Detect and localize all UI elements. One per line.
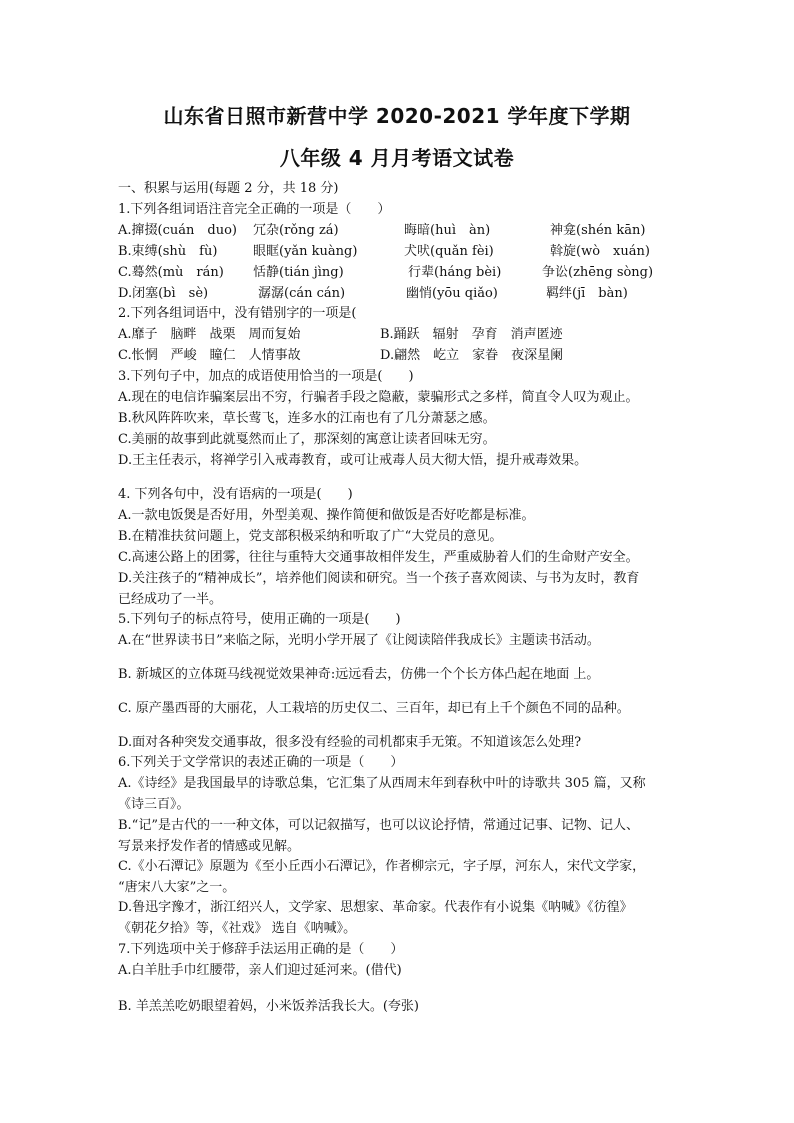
q5-option-d: D.面对各种突发交通事故，很多没有经验的司机都束手无策。不知道该怎么处理? <box>118 735 582 750</box>
q1-a-col3: 晦暗(huì àn) <box>404 223 491 238</box>
q1-c-col2: 恬静(tián jìng) <box>253 265 344 280</box>
q4-option-c: C.高速公路上的团雾，往往与重特大交通事故相伴发生，严重威胁着人们的生命财产安全。 <box>118 550 639 565</box>
question-2-stem: 2.下列各组词语中，没有错别字的一项是( <box>118 306 357 321</box>
section-heading: 一、积累与运用(每题 2 分，共 18 分) <box>118 181 339 196</box>
q7-option-a: A.白羊肚手巾红腰带，亲人们迎过延河来。(借代) <box>118 963 402 978</box>
question-2-row-1 <box>118 326 678 344</box>
question-1-row-b <box>118 243 678 261</box>
q2-option-c: C.怅惘 严峻 瞳仁 人情事故 <box>118 348 301 363</box>
q1-d-col3: 幽悄(yōu qiǎo) <box>406 286 498 301</box>
q3-option-d: D.王主任表示，将禅学引入戒毒教育，或可让戒毒人员大彻大悟，提升戒毒效果。 <box>118 453 588 468</box>
q1-b-col4: 斡旋(wò xuán) <box>550 244 650 259</box>
q1-a-col2: 冗杂(rǒng zá) <box>253 223 339 238</box>
q1-b-col3: 犬吠(quǎn fèi) <box>404 244 494 259</box>
q1-d-col2: 潺潺(cán cán) <box>258 286 346 301</box>
question-2-row-2 <box>118 347 678 365</box>
q1-a-col4: 神龛(shén kān) <box>550 223 646 238</box>
question-1-stem: 1.下列各组词语注音完全正确的一项是（ ） <box>118 202 391 217</box>
q1-b-col2: 眼眶(yǎn kuàng) <box>253 244 358 259</box>
q4-option-b: B.在精准扶贫问题上，党支部积极采纳和听取了广“大党员的意见。 <box>118 529 503 544</box>
question-1-row-d <box>118 285 678 303</box>
q1-c-col3: 行辈(háng bèi) <box>408 265 502 280</box>
question-3-stem: 3.下列句子中，加点的成语使用恰当的一项是( ) <box>118 369 414 384</box>
q1-b-col1: B.束缚(shù fù) <box>118 244 218 259</box>
q3-option-a: A.现在的电信诈骗案层出不穷，行骗者手段之隐蔽，蒙骗形式之多样，简直令人叹为观止。 <box>118 390 639 405</box>
question-5-stem: 5.下列句子的标点符号，使用正确的一项是( ) <box>118 612 401 627</box>
q6-option-d-line2: 《朝花夕拾》等，《社戏》 选自《呐喊》。 <box>118 921 357 936</box>
q1-c-col4: 争讼(zhēng sòng) <box>542 265 654 280</box>
q4-option-a: A.一款电饭煲是否好用，外型美观、操作简便和做饭是否好吃都是标准。 <box>118 508 535 523</box>
question-7-stem: 7.下列选项中关于修辞手法运用正确的是（ ） <box>118 942 404 957</box>
exam-title-grade: 八年级 4 月月考语文试卷 <box>279 146 515 170</box>
q2-option-b: B.踊跃 辐射 孕育 消声匿迹 <box>380 327 563 342</box>
q6-option-b-line1: B.“记”是古代的一一种文体，可以记叙描写，也可以议论抒情，常通过记事、记物、记人、 <box>118 818 639 833</box>
q3-option-b: B.秋风阵阵吹来，草长莺飞，连多水的江南也有了几分萧瑟之感。 <box>118 411 496 426</box>
q6-option-a-line2: 《诗三百》。 <box>118 797 190 812</box>
q5-option-a: A.在“世界读书日”来临之际，光明小学开展了《让阅读陪伴我成长》主题读书活动。 <box>118 633 600 648</box>
q2-option-d: D.翩然 屹立 家眷 夜深星阑 <box>380 348 564 363</box>
q6-option-c-line2: “唐宋八大家”之一。 <box>118 880 236 895</box>
q3-option-c: C.美丽的故事到此就戛然而止了，那深刻的寓意让读者回味无穷。 <box>118 432 496 447</box>
question-1-row-a <box>118 222 678 240</box>
q1-a-col1: A.撺掇(cuán duo) <box>118 223 237 238</box>
question-4-stem: 4. 下列各句中，没有语病的一项是( ) <box>118 487 353 502</box>
q1-c-col1: C.蓦然(mù rán) <box>118 265 224 280</box>
q2-option-a: A.靡子 脑畔 战栗 周而复始 <box>118 327 301 342</box>
question-6-stem: 6.下列关于文学常识的表述正确的一项是（ ） <box>118 755 404 770</box>
q7-option-b: B. 羊羔羔吃奶眼望着妈，小米饭养活我长大。(夸张) <box>118 999 419 1014</box>
q6-option-b-line2: 写景来抒发作者的情感或见解。 <box>118 839 301 854</box>
q6-option-a-line1: A.《诗经》是我国最早的诗歌总集，它汇集了从西周末年到春秋中叶的诗歌共 305 篇，又称 <box>118 776 646 791</box>
q4-option-d-line1: D.关注孩子的“精神成长”，培养他们阅读和研究。当一个孩子喜欢阅读、与书为友时，教育 <box>118 571 640 586</box>
q1-d-col1: D.闭塞(bì sè) <box>118 286 209 301</box>
question-1-row-c <box>118 264 678 282</box>
q6-option-d-line1: D.鲁迅字豫才，浙江绍兴人，文学家、思想家、革命家。代表作有小说集《呐喊》《彷徨》 <box>118 900 633 915</box>
exam-title-school: 山东省日照市新营中学 2020-2021 学年度下学期 <box>163 104 631 128</box>
q1-d-col4: 羁绊(jī bàn) <box>546 286 628 301</box>
q5-option-b: B. 新城区的立体斑马线视觉效果神奇:远远看去，仿佛一个个长方体凸起在地面 上。 <box>118 667 600 682</box>
q5-option-c: C. 原产墨西哥的大丽花，人工栽培的历史仅二、三百年，却已有上千个颜色不同的品种。 <box>118 701 630 716</box>
q4-option-d-line2: 已经成功了一半。 <box>118 592 223 607</box>
q6-option-c-line1: C.《小石潭记》原题为《至小丘西小石潭记》，作者柳宗元，字子厚，河东人，宋代文学家， <box>118 859 646 874</box>
